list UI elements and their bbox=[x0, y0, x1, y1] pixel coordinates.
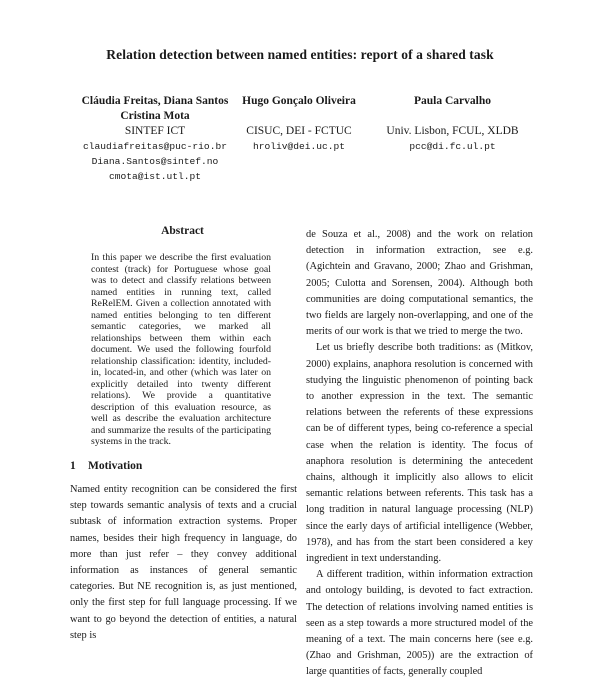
right-column-body bbox=[306, 227, 533, 678]
author-name-line: Cristina Mota bbox=[120, 110, 190, 122]
left-column-body bbox=[70, 482, 297, 641]
author-email[interactable]: hroliv@dei.uc.pt bbox=[252, 141, 346, 152]
author-block-1 bbox=[70, 94, 240, 184]
section-number: 1 bbox=[70, 460, 76, 472]
section-heading bbox=[70, 460, 142, 472]
paper-title: Relation detection between named entities: report of a shared task bbox=[106, 47, 494, 62]
author-affiliation: SINTEF ICT bbox=[124, 125, 186, 137]
author-block-2 bbox=[229, 94, 369, 154]
body-paragraph: Named entity recognition can be considered the first step towards semantic analysis of texts and a crucial subtask of information extraction systems. Proper names, besides their high frequency in language, do more than just refer – they convey additional information as instances of general semantic categories. But NE recognition is, as just mentioned, only the first step for full language processing. If we want to go beyond the detection of entities, a natural step is bbox=[70, 484, 297, 641]
author-affiliation: Univ. Lisbon, FCUL, XLDB bbox=[386, 125, 519, 137]
author-name-line: Paula Carvalho bbox=[414, 95, 491, 107]
author-email[interactable]: Diana.Santos@sintef.no bbox=[91, 156, 219, 167]
author-email[interactable]: claudiafreitas@puc-rio.br bbox=[83, 141, 227, 152]
abstract-heading: Abstract bbox=[161, 225, 204, 237]
section-title: Motivation bbox=[88, 460, 143, 472]
author-block-3 bbox=[370, 94, 535, 154]
body-paragraph: A different tradition, within information extraction and ontology building, is devoted to fact extraction. The detection of relations involving named entities is seen as a step towards a more structured model of the meaning of a text. The main concerns here (see e.g. (Zhao and Grishman, 2005)) are the extraction of large quantities of facts, generally coupled bbox=[306, 569, 533, 678]
author-name-line: Cláudia Freitas, Diana Santos bbox=[81, 95, 229, 107]
body-paragraph: Let us briefly describe both traditions: as (Mitkov, 2000) explains, anaphora resolution is concerned with studying the linguistic phenomenon of pointing back to another expression in the text. The semantic relations between the referents of these expressions can be of different types, being co-reference a special case when the relation is identity. The focus of anaphora resolution is determining the antecedent chains, although it implicitly also allows to elicit semantic relations between referents. This task has a long tradition in natural language processing (NLP) since the early days of artificial intelligence (Webber, 1978), and has from the start been considered a key ingredient in text understanding. bbox=[306, 342, 533, 565]
author-affiliation: CISUC, DEI - FCTUC bbox=[246, 125, 352, 137]
abstract-text: In this paper we describe the first evaluation contest (track) for Portuguese whose goal was to detect and classify relations between named entities in running text, called ReRelEM. Given a collection annotated with named entities belonging to ten different semantic categories, we marked all relationships between them within each document. We used the following fourfold relationship classification: identity, included-in, located-in, and other (which was later on explicitly detailed into twenty different relations). We provide a quantitative description of this evaluation resource, as well as describe the evaluation architecture and summarize the results of the participating systems in the track. bbox=[91, 252, 271, 447]
author-email[interactable]: pcc@di.fc.ul.pt bbox=[409, 141, 496, 152]
author-email[interactable]: cmota@ist.utl.pt bbox=[108, 171, 202, 182]
body-paragraph: de Souza et al., 2008) and the work on relation detection in information extraction, see e.g. (Agichtein and Gravano, 2000; Zhao and Grishman, 2005; Culotta and Sorensen, 2004). Although both communities are doing computational semantics, the two fields are largely non-overlapping, and one of the merits of our work is that we tried to merge the two. bbox=[306, 229, 533, 338]
author-name-line: Hugo Gonçalo Oliveira bbox=[242, 95, 356, 107]
